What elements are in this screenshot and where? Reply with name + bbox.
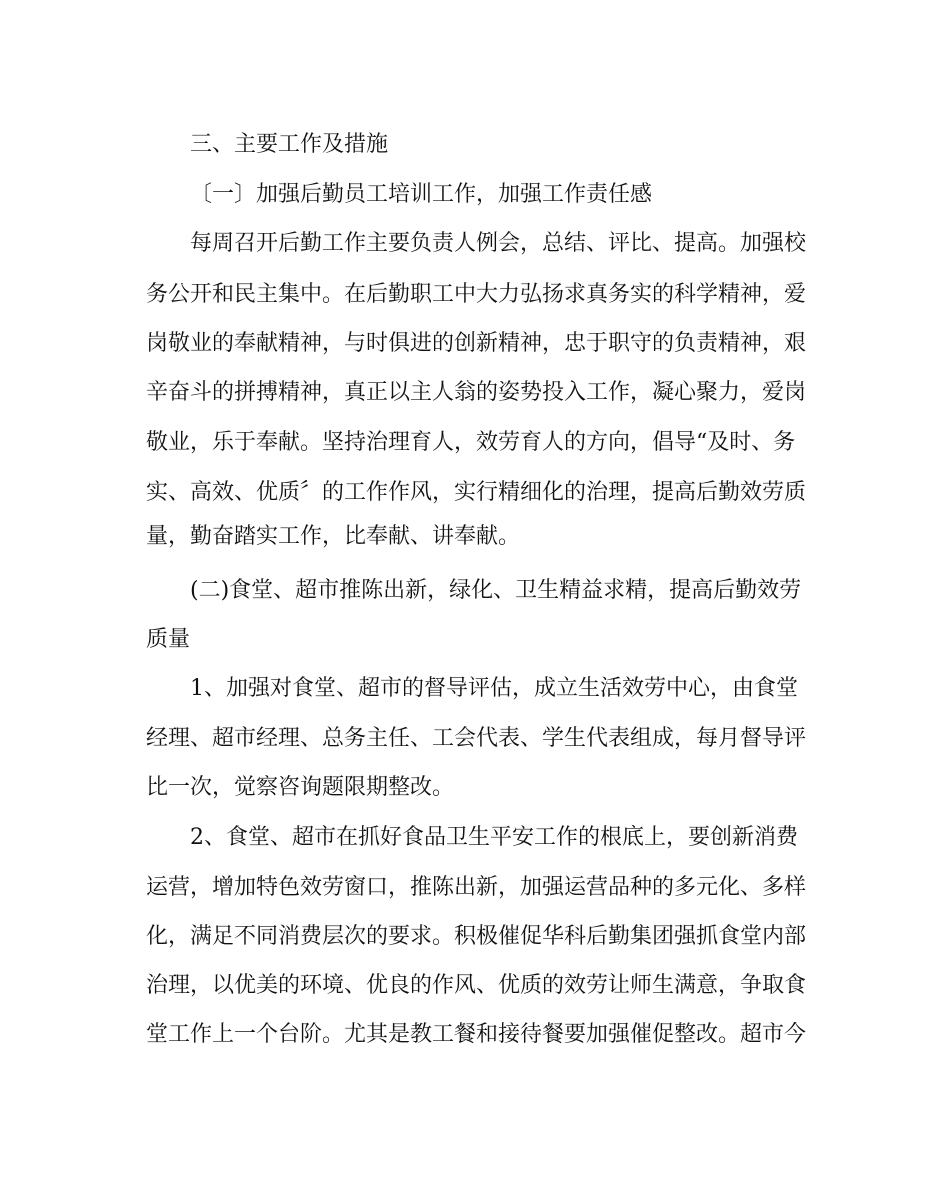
paragraph-1-line-5: 敬业，乐于奉献。坚持治理育人，效劳育人的方向，倡导“及时、务 <box>146 430 796 455</box>
section-heading: 三、主要工作及措施 <box>190 132 389 157</box>
subsection-heading-1: 〔一〕加强后勤员工培训工作，加强工作责任感 <box>190 182 653 207</box>
paragraph-3-line-4: 治理，以优美的环境、优良的作风、优质的效劳让师生满意，争取食 <box>146 973 807 998</box>
paragraph-3-line-2: 运营，增加特色效劳窗口，推陈出新，加强运营品种的多元化、多样 <box>146 875 807 900</box>
paragraph-1-line-3: 岗敬业的奉献精神，与时俱进的创新精神，忠于职守的负责精神，艰 <box>146 331 807 356</box>
paragraph-1-line-6: 实、高效、优质〞的工作作风，实行精细化的治理，提高后勤效劳质 <box>146 480 807 505</box>
paragraph-1-line-4: 辛奋斗的拼搏精神，真正以主人翁的姿势投入工作，凝心聚力，爱岗 <box>146 380 807 405</box>
paragraph-2-line-3: 比一次，觉察咨询题限期整改。 <box>146 775 455 800</box>
paragraph-1-line-2: 务公开和民主集中。在后勤职工中大力弘扬求真务实的科学精神，爱 <box>146 282 807 307</box>
paragraph-1-line-7: 量，勤奋踏实工作，比奉献、讲奉献。 <box>146 524 521 549</box>
subsection-heading-2-line-2: 质量 <box>146 627 191 652</box>
paragraph-2-line-1: 1、加强对食堂、超市的督导评估，成立生活效劳中心，由食堂 <box>190 676 798 701</box>
paragraph-3-line-3: 化，满足不同消费层次的要求。积极催促华科后勤集团强抓食堂内部 <box>146 924 807 949</box>
paragraph-3-line-1: 2、食堂、超市在抓好食品卫生平安工作的根底上，要创新消费 <box>190 825 798 850</box>
paragraph-2-line-2: 经理、超市经理、总务主任、工会代表、学生代表组成，每月督导评 <box>146 726 807 751</box>
paragraph-3-line-5: 堂工作上一个台阶。尤其是教工餐和接待餐要加强催促整改。超市今 <box>146 1022 807 1047</box>
paragraph-1-line-1: 每周召开后勤工作主要负责人例会，总结、评比、提高。加强校 <box>190 231 807 256</box>
subsection-heading-2-line-1: (二)食堂、超市推陈出新，绿化、卫生精益求精，提高后勤效劳 <box>190 578 802 603</box>
